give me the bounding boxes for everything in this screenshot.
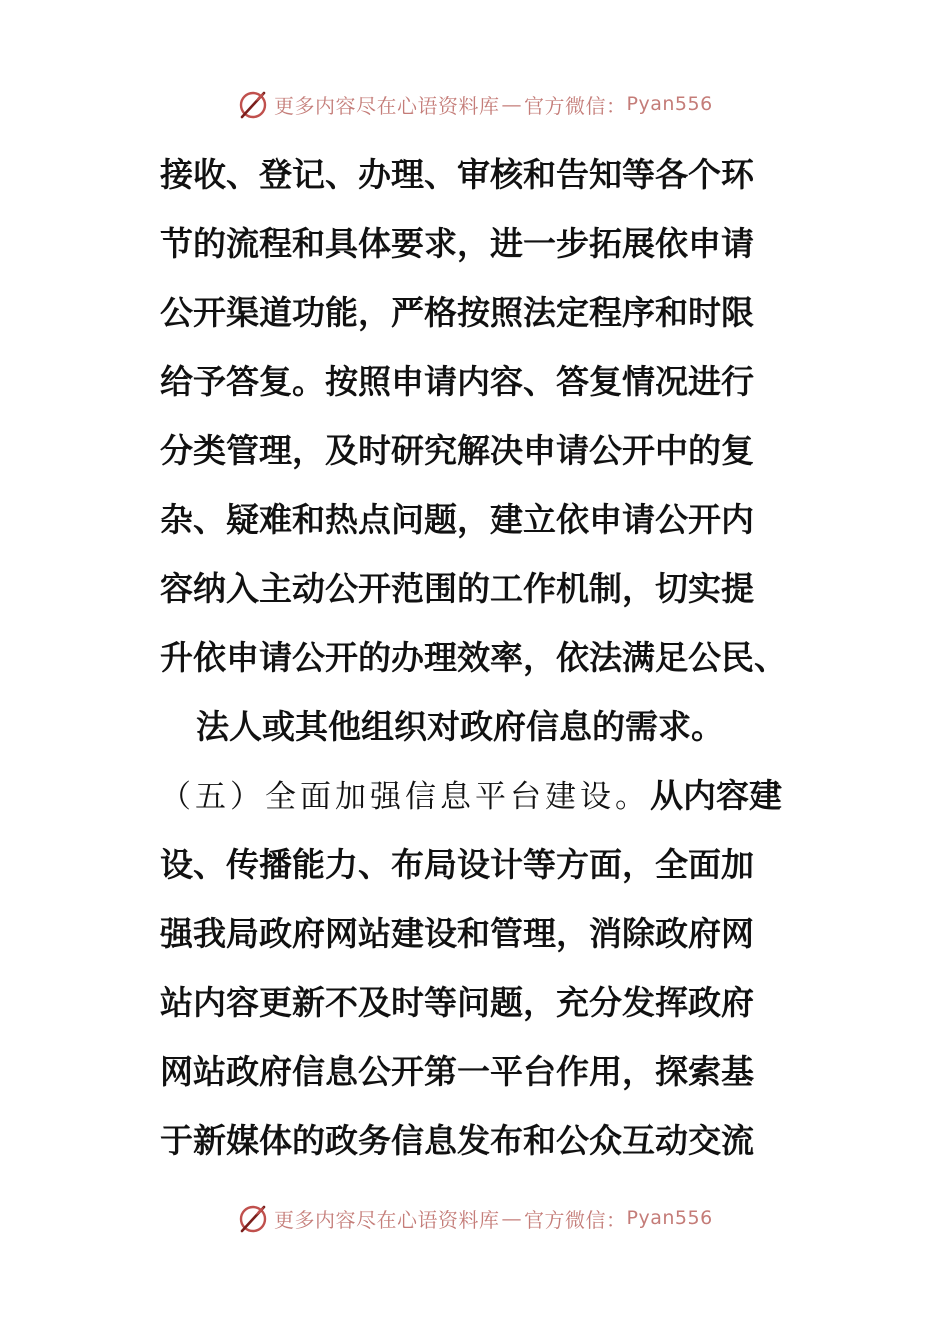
text-line: 公开渠道功能，严格按照法定程序和时限 [160, 293, 754, 332]
watermark-wechat-id: Pyan556 [626, 93, 713, 115]
watermark-separator: — [501, 1206, 522, 1230]
text-line: 站内容更新不及时等问题，充分发挥政府 [160, 983, 754, 1022]
section-heading-continuation: 从内容建 [650, 776, 782, 815]
text-line: 网站政府信息公开第一平台作用，探索基 [160, 1052, 754, 1091]
text-line: 分类管理，及时研究解决申请公开中的复 [160, 431, 754, 470]
text-line: 接收、登记、办理、审核和告知等各个环 [160, 155, 754, 194]
watermark-text: 更多内容尽在心语资料库 [274, 93, 500, 118]
text-line: 给予答复。按照申请内容、答复情况进行 [160, 362, 754, 401]
text-line: 于新媒体的政务信息发布和公众互动交流 [160, 1121, 754, 1160]
text-line: 节的流程和具体要求，进一步拓展依申请 [160, 224, 754, 263]
watermark-label: 官方微信： [524, 1207, 627, 1232]
text-line: 升依申请公开的办理效率，依法满足公民、 [160, 638, 787, 677]
watermark-text: 更多内容尽在心语资料库 [274, 1207, 500, 1232]
watermark-wechat-id: Pyan556 [626, 1207, 713, 1229]
quill-logo-icon [236, 1204, 270, 1235]
header-watermark [236, 84, 713, 124]
text-line: 法人或其他组织对政府信息的需求。 [196, 707, 724, 746]
footer-watermark [236, 1204, 713, 1240]
watermark-label: 官方微信： [524, 93, 627, 118]
text-line: 容纳入主动公开范围的工作机制，切实提 [160, 569, 754, 608]
quill-logo-icon [236, 87, 270, 121]
body-text [160, 140, 820, 1175]
text-line: 杂、疑难和热点问题，建立依申请公开内 [160, 500, 754, 539]
watermark-separator: — [501, 92, 522, 116]
text-line: 设、传播能力、布局设计等方面，全面加 [160, 845, 754, 884]
section-heading: （五）全面加强信息平台建设。 [160, 779, 650, 815]
section-heading-line [160, 761, 820, 830]
text-line: 强我局政府网站建设和管理，消除政府网 [160, 914, 754, 953]
